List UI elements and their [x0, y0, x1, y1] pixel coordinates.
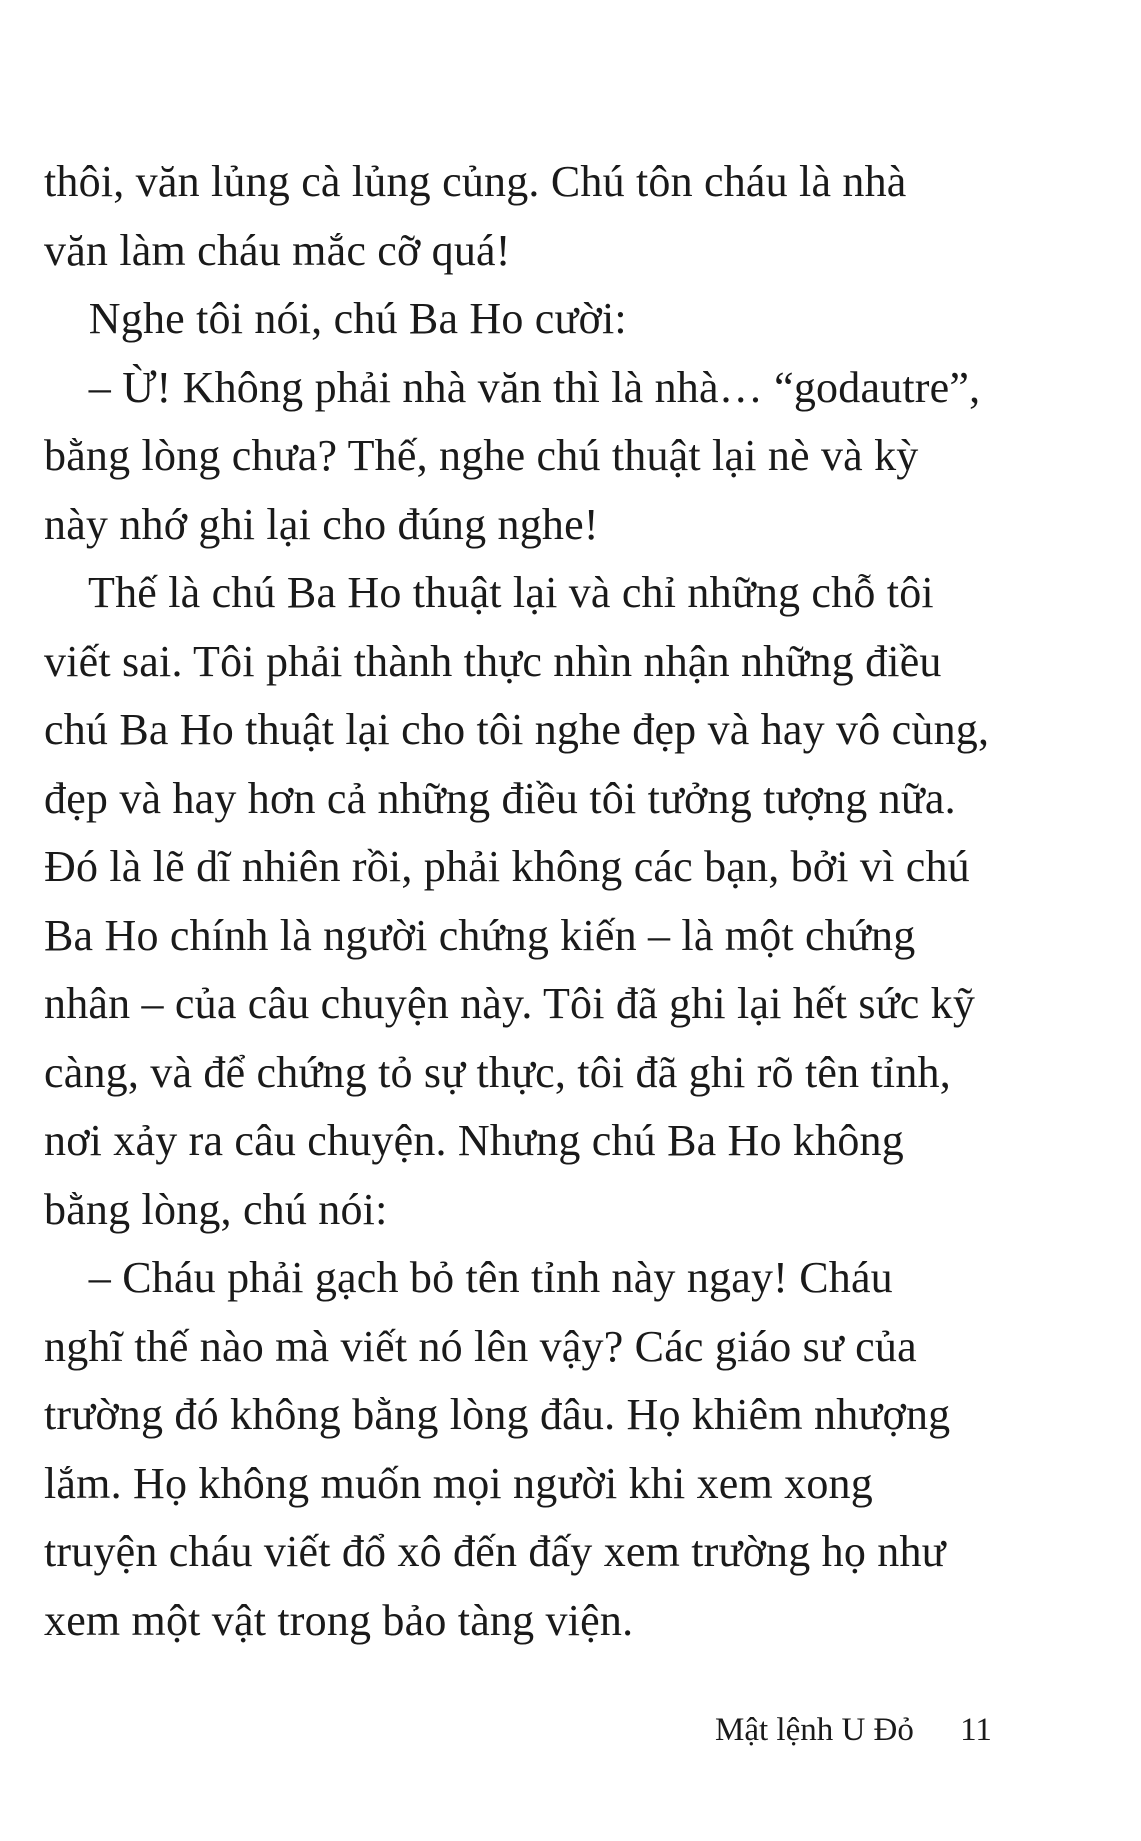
- text-line-5: bằng lòng chưa? Thế, nghe chú thuật lại nè và kỳ: [44, 431, 919, 480]
- text-line-12: Ba Ho chính là người chứng kiến – là một chứng: [44, 910, 916, 960]
- body-text: [44, 148, 1029, 1655]
- text-line-17: – Cháu phải gạch bỏ tên tỉnh này ngay! Cháu: [44, 1253, 893, 1302]
- text-line-9: chú Ba Ho thuật lại cho tôi nghe đẹp và hay vô cùng,: [44, 705, 990, 754]
- text-line-20: lắm. Họ không muốn mọi người khi xem xong: [44, 1458, 873, 1508]
- text-line-11: Đó là lẽ dĩ nhiên rồi, phải không các bạn, bởi vì chú: [44, 842, 970, 891]
- text-line-10: đẹp và hay hơn cả những điều tôi tưởng tượng nữa.: [44, 773, 956, 823]
- book-title: Mật lệnh U Đỏ: [715, 1712, 914, 1748]
- text-line-16: bằng lòng, chú nói:: [44, 1184, 388, 1234]
- text-line-8: viết sai. Tôi phải thành thực nhìn nhận những điều: [44, 636, 942, 686]
- page-number: 11: [960, 1712, 992, 1748]
- running-footer: [715, 1705, 1015, 1755]
- text-line-13: nhân – của câu chuyện này. Tôi đã ghi lại hết sức kỹ: [44, 979, 976, 1028]
- text-line-21: truyện cháu viết đổ xô đến đấy xem trường họ như: [44, 1527, 946, 1576]
- text-line-19: trường đó không bằng lòng đâu. Họ khiêm nhượng: [44, 1390, 951, 1439]
- text-line-3: Nghe tôi nói, chú Ba Ho cười:: [44, 294, 627, 343]
- text-line-15: nơi xảy ra câu chuyện. Nhưng chú Ba Ho không: [44, 1116, 904, 1165]
- text-line-2: văn làm cháu mắc cỡ quá!: [44, 225, 511, 275]
- text-line-6: này nhớ ghi lại cho đúng nghe!: [44, 499, 599, 549]
- text-line-7: Thế là chú Ba Ho thuật lại và chỉ những chỗ tôi: [44, 568, 934, 617]
- text-line-4: – Ừ! Không phải nhà văn thì là nhà… “godautre”,: [44, 362, 981, 412]
- text-line-22: xem một vật trong bảo tàng viện.: [44, 1595, 634, 1645]
- text-line-18: nghĩ thế nào mà viết nó lên vậy? Các giáo sư của: [44, 1321, 917, 1371]
- text-line-14: càng, và để chứng tỏ sự thực, tôi đã ghi rõ tên tỉnh,: [44, 1047, 951, 1097]
- text-line-1: thôi, văn lủng cà lủng củng. Chú tôn cháu là nhà: [44, 157, 907, 206]
